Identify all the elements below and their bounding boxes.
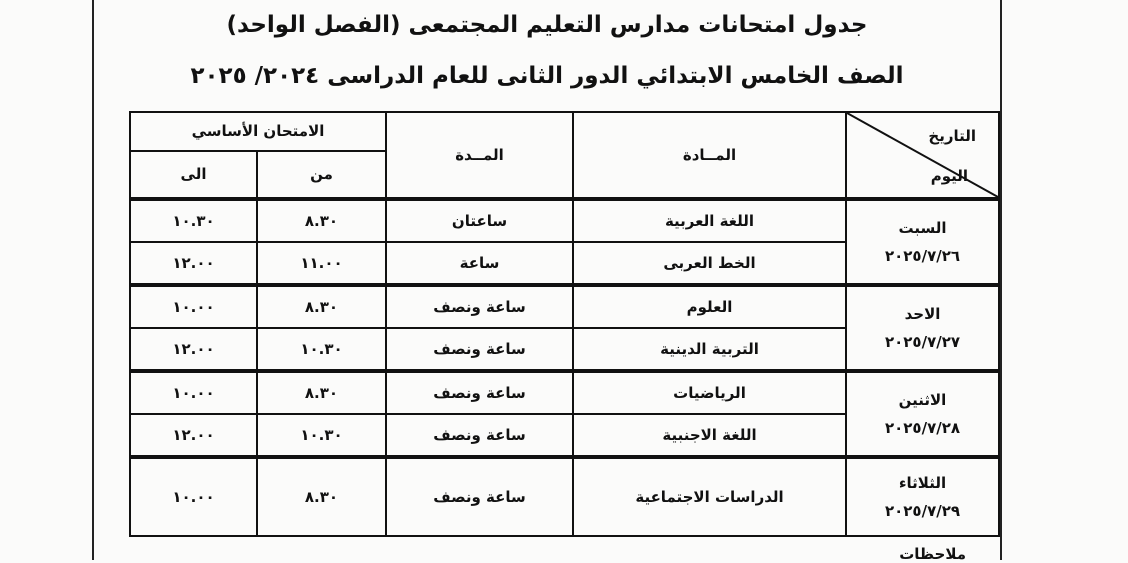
document-title: جدول امتحانات مدارس التعليم المجتمعى (الفصل الواحد): [226, 12, 868, 38]
day-cell: [846, 285, 999, 371]
day-name: الثلاثاء: [898, 473, 947, 492]
exam-schedule-table: [129, 111, 1000, 537]
day-cell: [846, 457, 999, 536]
day-header: اليوم: [930, 167, 968, 185]
from-time-cell: ٨.٣٠: [257, 199, 386, 242]
day-date: ٢٠٢٥/٧/٢٧: [884, 333, 961, 351]
subject-cell: التربية الدينية: [573, 328, 846, 371]
to-time-cell: ١٠.٣٠: [130, 199, 257, 242]
date-header: التاريخ: [928, 127, 976, 145]
to-header: الى: [130, 151, 257, 199]
subject-cell: الرياضيات: [573, 371, 846, 414]
duration-cell: ساعة ونصف: [386, 457, 573, 536]
to-time-cell: ١٠.٠٠: [130, 457, 257, 536]
subject-cell: العلوم: [573, 285, 846, 328]
from-header: من: [257, 151, 386, 199]
day-name: السبت: [898, 218, 947, 237]
from-time-cell: ١١.٠٠: [257, 242, 386, 285]
to-time-cell: ١٢.٠٠: [130, 242, 257, 285]
from-time-cell: ٨.٣٠: [257, 371, 386, 414]
subject-cell: الدراسات الاجتماعية: [573, 457, 846, 536]
day-cell: [846, 371, 999, 457]
duration-cell: ساعة ونصف: [386, 328, 573, 371]
subject-cell: اللغة العربية: [573, 199, 846, 242]
subject-header: المــادة: [573, 112, 846, 199]
subject-cell: اللغة الاجنبية: [573, 414, 846, 457]
duration-cell: ساعة ونصف: [386, 414, 573, 457]
from-time-cell: ١٠.٣٠: [257, 414, 386, 457]
day-cell: [846, 199, 999, 285]
to-time-cell: ١٠.٠٠: [130, 371, 257, 414]
table-row: [130, 199, 999, 242]
to-time-cell: ١٢.٠٠: [130, 414, 257, 457]
date-day-header: [846, 112, 999, 199]
document-subtitle: الصف الخامس الابتدائي الدور الثانى للعام الدراسى ٢٠٢٤/ ٢٠٢٥: [190, 63, 904, 89]
day-name: الاحد: [904, 304, 941, 323]
day-date: ٢٠٢٥/٧/٢٨: [884, 419, 961, 437]
duration-cell: ساعة: [386, 242, 573, 285]
basic-exam-header: الامتحان الأساسي: [130, 112, 386, 151]
to-time-cell: ١٢.٠٠: [130, 328, 257, 371]
duration-cell: ساعة ونصف: [386, 285, 573, 328]
from-time-cell: ١٠.٣٠: [257, 328, 386, 371]
page-right-border: [1000, 0, 1002, 560]
duration-cell: ساعتان: [386, 199, 573, 242]
from-time-cell: ٨.٣٠: [257, 457, 386, 536]
day-date: ٢٠٢٥/٧/٢٦: [884, 247, 961, 265]
notes-label: ملاحظات: [899, 545, 966, 563]
header-diagonal-divider: [847, 113, 998, 197]
day-name: الاثنين: [898, 390, 947, 409]
table-row: [130, 371, 999, 414]
subject-cell: الخط العربى: [573, 242, 846, 285]
table-row: [130, 285, 999, 328]
duration-cell: ساعة ونصف: [386, 371, 573, 414]
from-time-cell: ٨.٣٠: [257, 285, 386, 328]
duration-header: المــدة: [386, 112, 573, 199]
to-time-cell: ١٠.٠٠: [130, 285, 257, 328]
table-row: [130, 457, 999, 536]
day-date: ٢٠٢٥/٧/٢٩: [884, 502, 961, 520]
